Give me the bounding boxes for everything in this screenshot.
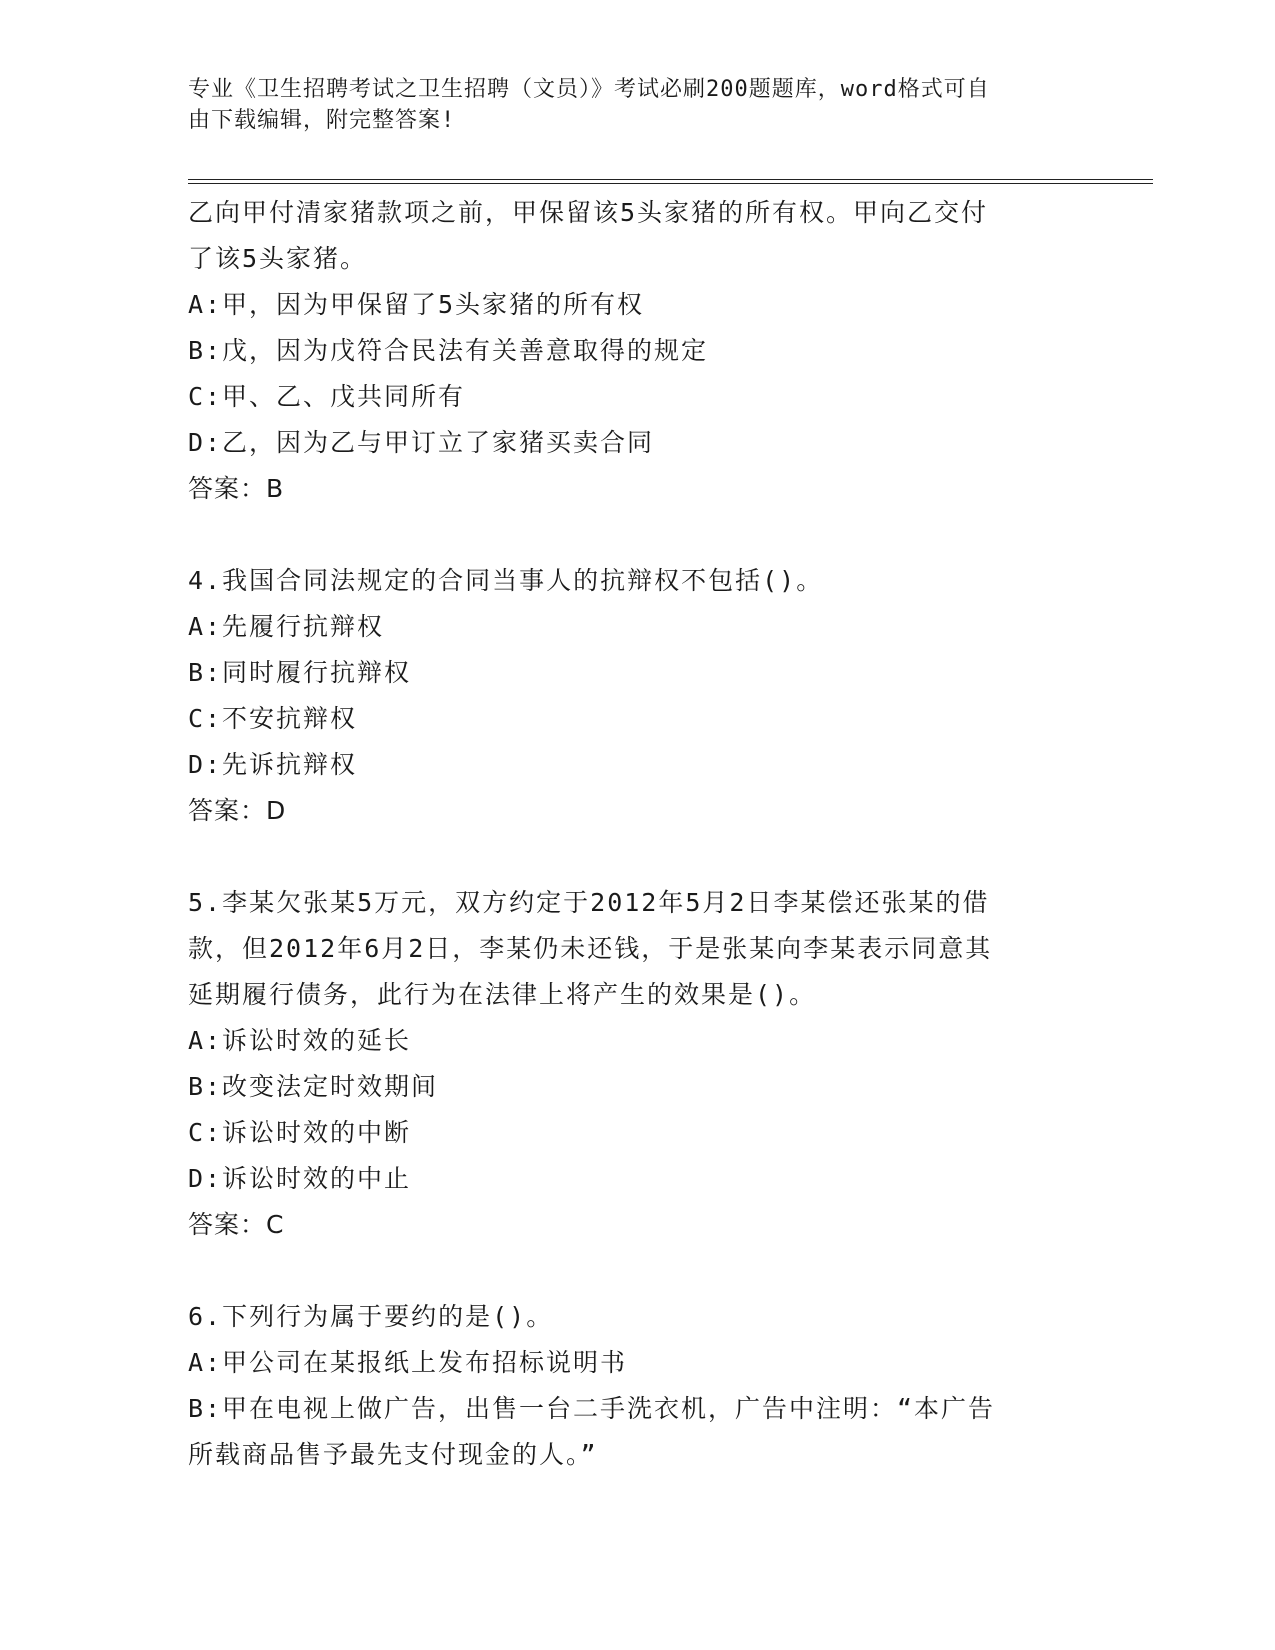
question-stem-line: 款，但2012年6月2日，李某仍未还钱，于是张某向李某表示同意其 — [188, 934, 993, 963]
option-c: C:不安抗辩权 — [188, 704, 358, 733]
spacer — [188, 1248, 1078, 1294]
header-line-2: 由下载编辑，附完整答案! — [188, 108, 456, 133]
option-c: C:诉讼时效的中断 — [188, 1118, 412, 1147]
option-a: A:甲，因为甲保留了5头家猪的所有权 — [188, 290, 645, 319]
header-line-1: 专业《卫生招聘考试之卫生招聘（文员）》考试必刷200题题库，word格式可自 — [188, 77, 990, 102]
question-stem-line: 乙向甲付清家猪款项之前，甲保留该5头家猪的所有权。甲向乙交付 — [188, 198, 989, 227]
question-stem-line: 4.我国合同法规定的合同当事人的抗辩权不包括()。 — [188, 566, 824, 595]
spacer — [188, 834, 1078, 880]
question-stem-line: 6.下列行为属于要约的是()。 — [188, 1302, 554, 1331]
option-d: D:乙，因为乙与甲订立了家猪买卖合同 — [188, 428, 655, 457]
option-b: B:改变法定时效期间 — [188, 1072, 439, 1101]
option-b: B:甲在电视上做广告，出售一台二手洗衣机，广告中注明：“本广告 — [188, 1394, 996, 1423]
question-5 — [188, 880, 1078, 1248]
option-c: C:甲、乙、戊共同所有 — [188, 382, 466, 411]
answer-line: 答案：C — [188, 1210, 285, 1239]
option-b-continuation: 所载商品售予最先支付现金的人。” — [188, 1440, 598, 1469]
header-divider-bottom — [188, 183, 1153, 184]
answer-line: 答案：D — [188, 796, 287, 825]
option-b: B:同时履行抗辩权 — [188, 658, 412, 687]
question-6 — [188, 1294, 1078, 1478]
question-content — [188, 190, 1078, 1478]
option-a: A:先履行抗辩权 — [188, 612, 385, 641]
question-3-continuation — [188, 190, 1078, 512]
option-a: A:诉讼时效的延长 — [188, 1026, 412, 1055]
option-a: A:甲公司在某报纸上发布招标说明书 — [188, 1348, 628, 1377]
answer-line: 答案：B — [188, 474, 285, 503]
header-divider-top — [188, 179, 1153, 180]
option-d: D:先诉抗辩权 — [188, 750, 358, 779]
question-stem-line: 了该5头家猪。 — [188, 244, 368, 273]
option-d: D:诉讼时效的中止 — [188, 1164, 412, 1193]
question-stem-line: 5.李某欠张某5万元，双方约定于2012年5月2日李某偿还张某的借 — [188, 888, 990, 917]
question-stem-line: 延期履行债务，此行为在法律上将产生的效果是()。 — [188, 980, 817, 1009]
option-b: B:戊，因为戊符合民法有关善意取得的规定 — [188, 336, 709, 365]
spacer — [188, 512, 1078, 558]
question-4 — [188, 558, 1078, 834]
document-header — [188, 74, 1088, 136]
